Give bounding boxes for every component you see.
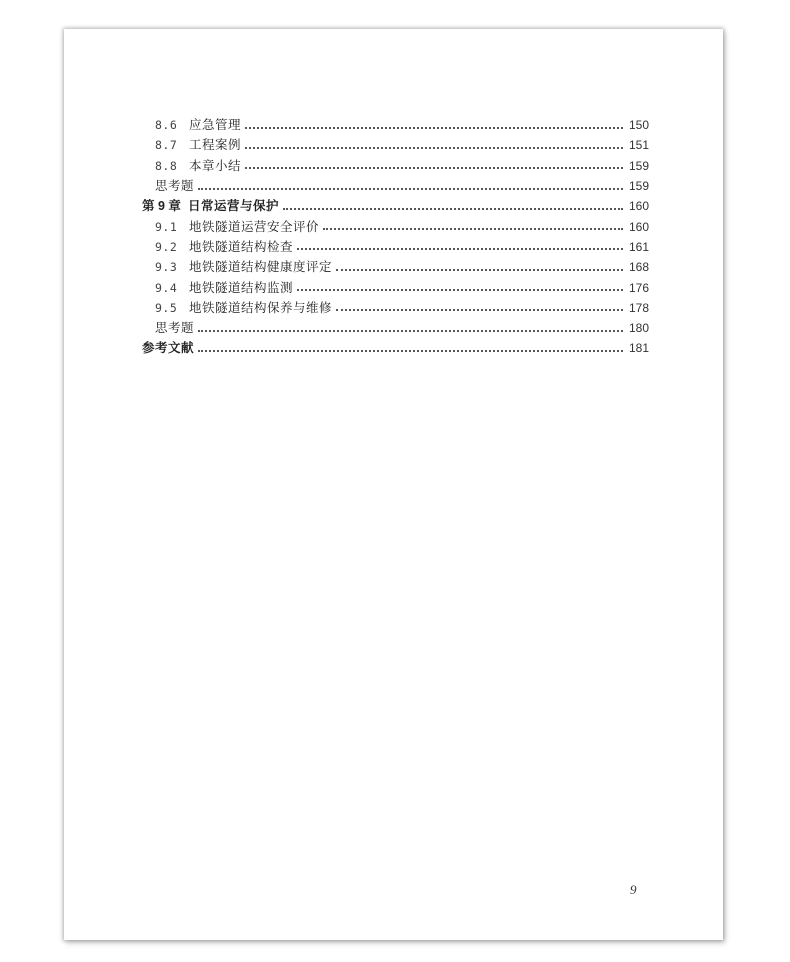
toc-chapter-title: 参考文献	[142, 341, 195, 356]
toc-entry-8-8[interactable]	[142, 156, 649, 176]
toc-section-number: 8.7	[155, 138, 178, 153]
toc-chapter-title: 日常运营与保护	[188, 199, 280, 214]
toc-section-title: 思考题	[155, 178, 195, 194]
page-folio-number: 9	[630, 882, 637, 897]
toc-entry-9-5[interactable]	[142, 298, 649, 318]
toc-section-title: 地铁隧道运营安全评价	[189, 218, 320, 234]
toc-section-title: 地铁隧道结构健康度评定	[189, 259, 333, 275]
dot-leader	[245, 166, 623, 169]
toc-page-number: 180	[628, 321, 649, 336]
toc-entry-references[interactable]	[142, 338, 649, 358]
toc-section-title: 工程案例	[189, 137, 242, 153]
dot-leader	[198, 349, 623, 352]
toc-section-title: 地铁隧道结构监测	[189, 279, 294, 295]
toc-page-number: 178	[628, 300, 649, 315]
toc-entry-questions-ch9[interactable]	[142, 318, 649, 338]
toc-entry-8-7[interactable]	[142, 135, 649, 155]
dot-leader	[336, 268, 623, 271]
dot-leader	[323, 227, 623, 230]
toc-page-number: 159	[628, 179, 649, 194]
toc-entry-9-2[interactable]	[142, 237, 649, 257]
toc-page-number: 151	[628, 138, 649, 153]
toc-page-number: 161	[628, 239, 649, 254]
toc-chapter-number: 第 9 章	[142, 199, 181, 214]
toc-entry-chapter-9[interactable]	[142, 196, 649, 216]
toc-section-title: 地铁隧道结构检查	[189, 238, 294, 254]
toc-section-number: 9.2	[155, 239, 178, 254]
dot-leader	[283, 207, 623, 210]
toc-section-number: 9.1	[155, 219, 178, 234]
toc-page-number: 159	[628, 158, 649, 173]
dot-leader	[198, 329, 623, 332]
toc-section-title: 地铁隧道结构保养与维修	[189, 299, 333, 315]
toc-page-number: 176	[628, 280, 649, 295]
toc-entry-9-1[interactable]	[142, 216, 649, 236]
toc-section-number: 8.6	[155, 118, 178, 133]
toc-page-number: 160	[628, 199, 649, 214]
toc-page-number: 168	[628, 260, 649, 275]
toc-section-number: 9.3	[155, 260, 178, 275]
dot-leader	[297, 247, 623, 250]
toc-section-title: 思考题	[155, 320, 195, 336]
toc-entry-9-3[interactable]	[142, 257, 649, 277]
toc-entry-9-4[interactable]	[142, 277, 649, 297]
dot-leader	[198, 187, 623, 190]
toc-section-number: 8.8	[155, 158, 178, 173]
toc-entry-questions-ch8[interactable]	[142, 176, 649, 196]
toc-section-number: 9.4	[155, 280, 178, 295]
dot-leader	[245, 126, 623, 129]
document-page	[64, 29, 723, 940]
toc-page-number: 150	[628, 118, 649, 133]
dot-leader	[336, 308, 623, 311]
table-of-contents	[142, 115, 649, 359]
toc-page-number: 181	[628, 341, 649, 356]
toc-section-number: 9.5	[155, 300, 178, 315]
dot-leader	[245, 146, 623, 149]
toc-section-title: 本章小结	[189, 157, 242, 173]
toc-page-number: 160	[628, 219, 649, 234]
dot-leader	[297, 288, 623, 291]
toc-entry-8-6[interactable]	[142, 115, 649, 135]
toc-section-title: 应急管理	[189, 117, 242, 133]
